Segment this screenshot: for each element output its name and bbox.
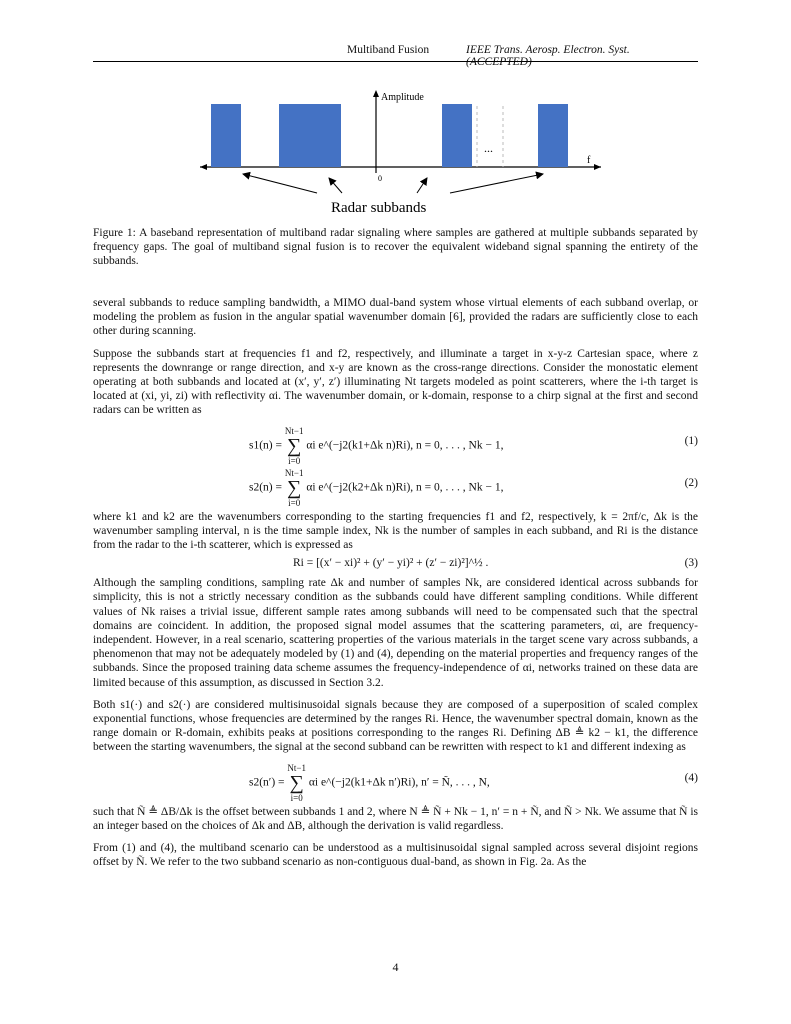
sum-symbol: Nt−1 ∑ i=0 — [284, 425, 304, 466]
eq2-lhs: s2(n) = — [249, 481, 282, 494]
zero-label: 0 — [378, 174, 382, 183]
running-header — [93, 44, 698, 68]
eq1-rhs: αi e^(−j2(k1+Δk n)Ri), n = 0, . . . , Nk − 1, — [306, 439, 504, 452]
pointer-arrow — [450, 174, 543, 193]
page-number: 4 — [392, 960, 399, 974]
paragraph: where k1 and k2 are the wavenumbers corresponding to the starting frequencies f1 and f2, respectively, k = 2πf/c, Δk is the wavenumber sampling interval, n is the time sample index, Nk is the number of samples in each subband, and Ri is the distance from the radar to the i-th scatterer, which is expressed as — [93, 510, 698, 552]
subband-bar — [279, 104, 311, 167]
amplitude-label: Amplitude — [381, 92, 424, 103]
paragraph: Suppose the subbands start at frequencies f1 and f2, respectively, and illuminate a target in x-y-z Cartesian space, where z represents the downrange or range direction, and x-y are known as the cross-range directions. Consider the monostatic element operating at both subbands and located at (x′, y′, z′) illuminating Nt targets modeled as point scatterers, where the i-th target is located at (xi, yi, zi) with reflectivity αi. The wavenumber domain, or k-domain, response to a chirp signal at the first and second radars can be written as — [93, 347, 698, 417]
pointer-arrow — [243, 174, 317, 193]
subband-bar — [311, 104, 341, 167]
eq1-lhs: s1(n) = — [249, 439, 282, 452]
paragraph: such that Ñ ≜ ΔB/Δk is the offset between subbands 1 and 2, where N ≜ Ñ + Nk − 1, n′ = n + Ñ, and Ñ > Nk. We assume that Ñ is an integer based on the choices of Δk and ΔB, although the derivation is valid regardless. — [93, 805, 698, 832]
header-rule — [93, 61, 698, 62]
eq4-lhs: s2(n′) = — [249, 776, 285, 789]
pointer-arrow — [329, 178, 342, 193]
frequency-label: f — [587, 155, 591, 166]
sum-symbol: Nt−1 ∑ i=0 — [284, 467, 304, 508]
equation-number: (2) — [684, 476, 698, 489]
equation-number: (4) — [684, 771, 698, 784]
sum-symbol: Nt−1 ∑ i=0 — [287, 762, 306, 803]
equation-1 — [93, 425, 698, 466]
subband-bar — [538, 104, 568, 167]
pointer-arrow — [417, 178, 427, 193]
axis-right-arrow — [594, 164, 601, 170]
subband-bar — [211, 104, 241, 167]
paragraph: Both s1(·) and s2(·) are considered multisinusoidal signals because they are composed of a superposition of scaled complex exponential functions, whose frequencies are determined by the ranges Ri. Hence, the wavenumber spectral domain, known as the range domain or R-domain, exhibits peaks at positions corresponding to the ranges Ri. Defining ΔB ≜ k2 − k1, the difference between the starting wavenumbers, the signal at the second subband can be rewritten with respect to k1 and different indexing as — [93, 698, 698, 754]
paragraph: From (1) and (4), the multiband scenario can be understood as a multisinusoidal signal sampled across several disjoint regions offset by Ñ. We refer to the two subband scenario as non-contiguous dual-band, as shown in Fig. 2a. As the — [93, 842, 698, 869]
subbands-label: Radar subbands — [331, 200, 427, 216]
running-title: Multiband Fusion — [347, 44, 430, 56]
equation-3 — [93, 552, 698, 576]
eq4-rhs: αi e^(−j2(k1+Δk n′)Ri), n′ = Ñ, . . . , N, — [308, 776, 490, 789]
equation-2 — [93, 467, 698, 508]
paragraph: Although the sampling conditions, sampling rate Δk and number of samples Nk, are considered identical across subbands for simplicity, this is not a strictly necessary condition as the subbands could have different sampling conditions. While different values of Nk raises a trivial issue, different sample rates among subbands will need to be compensated such that the spectral domains are coincident. In addition, the proposed signal model assumes that the scattering parameters, αi, are frequency-independent. However, in a real scenario, scattering properties of the various materials in the target scene vary across subbands, a phenomenon that may not be adequately modeled by (1) and (4), depending on the material properties and frequency ranges of the subbands. Since the proposed training data scheme assumes the frequency-independence of αi, networks trained on these data are limited because of this assumption, as discussed in Section 3.2. — [93, 577, 698, 689]
equation-4 — [93, 762, 698, 803]
figure-1 — [195, 88, 605, 223]
ellipsis: ... — [484, 141, 493, 155]
equation-number: (3) — [684, 557, 698, 570]
paragraph: several subbands to reduce sampling bandwidth, a MIMO dual-band system whose virtual elements of each subband overlap, or modeling the problem as fusion in the angular spatial wavenumber domain [6], provided the radars are sufficiently close to each other during scanning. — [93, 297, 698, 338]
equation-number: (1) — [684, 434, 698, 447]
amplitude-arrow — [373, 90, 379, 97]
eq2-rhs: αi e^(−j2(k2+Δk n)Ri), n = 0, . . . , Nk − 1, — [306, 481, 504, 494]
journal-name: IEEE Trans. Aerosp. Electron. Syst. (ACCEPTED) — [466, 44, 630, 68]
eq3-expr: Ri = [(x′ − xi)² + (y′ − yi)² + (z′ − zi)²]^½ . — [293, 557, 489, 570]
body-text — [93, 296, 698, 869]
subband-bar — [442, 104, 472, 167]
subband-diagram — [195, 88, 605, 218]
axis-left-arrow — [200, 164, 207, 170]
figure-caption: Figure 1: A baseband representation of multiband radar signaling where samples are gathered at multiple subbands separated by frequency gaps. The goal of multiband signal fusion is to recover the equivalent wideband signal spanning the entirety of the subbands. — [93, 227, 698, 267]
